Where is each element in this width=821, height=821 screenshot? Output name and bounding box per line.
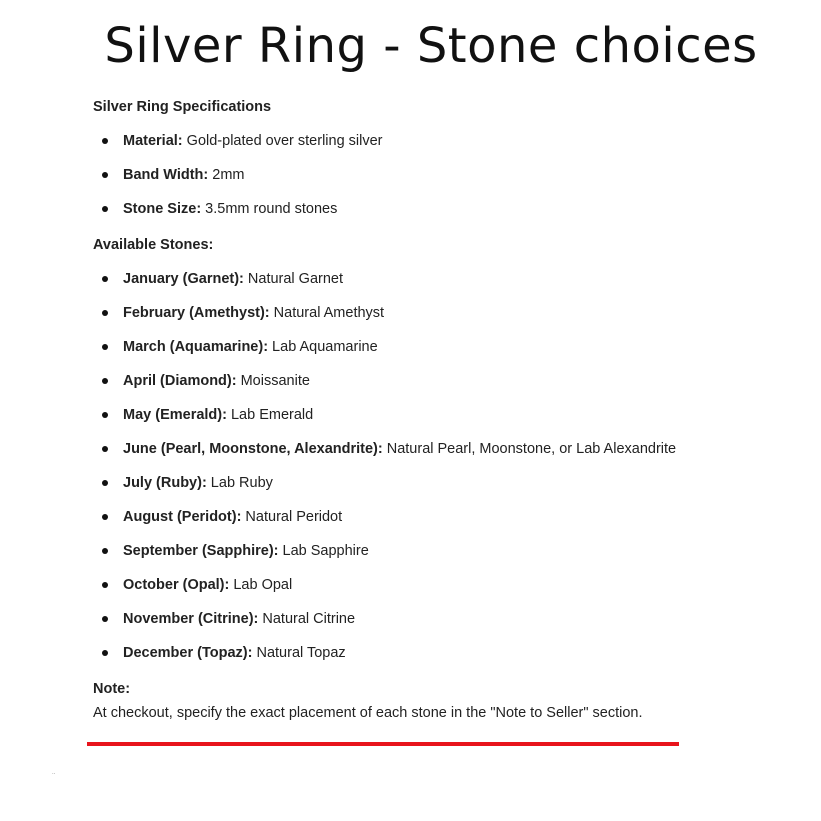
stone-item-july <box>93 472 793 506</box>
stone-key: April (Diamond): <box>123 373 237 389</box>
specs-list <box>93 130 793 232</box>
stone-value: Natural Garnet <box>243 271 344 287</box>
note-underline <box>87 742 679 746</box>
stone-item-june <box>93 438 793 472</box>
stone-value: Lab Aquamarine <box>268 339 378 355</box>
stone-item-november <box>93 608 793 642</box>
spec-item-band-width <box>93 164 793 198</box>
stone-key: March (Aquamarine): <box>123 339 269 355</box>
note-heading: Note: <box>93 681 131 697</box>
spec-key: Band Width: <box>123 167 209 183</box>
stray-mark: .. <box>52 770 56 776</box>
spec-item-stone-size <box>93 198 793 232</box>
spec-value: Gold-plated over sterling silver <box>182 133 383 149</box>
page-title: Silver Ring - Stone choices <box>104 18 758 74</box>
stone-item-may <box>93 404 793 438</box>
stone-item-september <box>93 540 793 574</box>
spec-value: 3.5mm round stones <box>201 201 338 217</box>
stone-value: Moissanite <box>236 373 310 389</box>
stone-key: June (Pearl, Moonstone, Alexandrite): <box>123 441 383 457</box>
stone-item-august <box>93 506 793 540</box>
product-description <box>93 96 793 726</box>
stone-key: May (Emerald): <box>123 407 227 423</box>
stone-item-january <box>93 268 793 302</box>
stone-key: November (Citrine): <box>123 611 259 627</box>
stone-value: Lab Emerald <box>226 407 314 423</box>
stones-list <box>93 268 793 676</box>
stone-item-april <box>93 370 793 404</box>
stone-item-march <box>93 336 793 370</box>
stone-key: July (Ruby): <box>123 475 207 491</box>
stone-value: Lab Ruby <box>206 475 273 491</box>
specs-heading: Silver Ring Specifications <box>93 99 272 115</box>
stone-key: August (Peridot): <box>123 509 242 525</box>
spec-key: Stone Size: <box>123 201 202 217</box>
stone-item-december <box>93 642 793 676</box>
stone-key: February (Amethyst): <box>123 305 270 321</box>
stone-item-february <box>93 302 793 336</box>
stone-value: Natural Pearl, Moonstone, or Lab Alexandrite <box>382 441 677 457</box>
stone-key: January (Garnet): <box>123 271 244 287</box>
note-text: At checkout, specify the exact placement of each stone in the "Note to Seller" section. <box>93 705 643 721</box>
stones-heading: Available Stones: <box>93 237 214 253</box>
stone-value: Lab Sapphire <box>278 543 369 559</box>
stone-item-october <box>93 574 793 608</box>
stone-value: Lab Opal <box>229 577 293 593</box>
spec-item-material <box>93 130 793 164</box>
spec-key: Material: <box>123 133 183 149</box>
spec-value: 2mm <box>208 167 245 183</box>
stone-value: Natural Peridot <box>241 509 343 525</box>
stone-key: October (Opal): <box>123 577 230 593</box>
stone-value: Natural Topaz <box>252 645 346 661</box>
stone-value: Natural Citrine <box>258 611 356 627</box>
stone-value: Natural Amethyst <box>269 305 385 321</box>
stone-key: September (Sapphire): <box>123 543 279 559</box>
stone-key: December (Topaz): <box>123 645 253 661</box>
